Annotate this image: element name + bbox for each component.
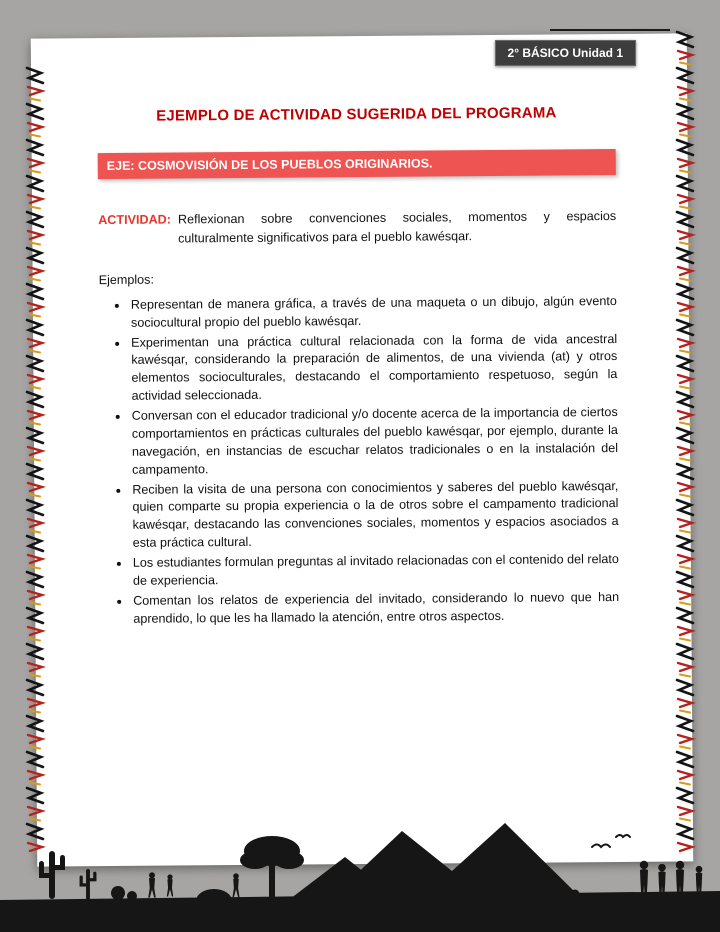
left-zigzag-border (24, 66, 46, 852)
examples-label: Ejemplos: (98, 272, 155, 287)
cactus-silhouette (80, 869, 97, 900)
axis-banner: EJE: COSMOVISIÓN DE LOS PUEBLOS ORIGINARIOS. (98, 149, 616, 179)
list-item: • Representan de manera gráfica, a través de una maqueta o un dibujo, algún evento sociocultural propio del pueblo kawésqar. (129, 293, 617, 333)
right-zigzag-border (674, 30, 696, 854)
scan-edge-line (550, 29, 670, 31)
list-item: • Los estudiantes formulan preguntas al invitado relacionadas con el contenido del relato de experiencia. (131, 551, 619, 591)
landscape-silhouette-illustration (0, 817, 720, 932)
page-title: EJEMPLO DE ACTIVIDAD SUGERIDA DEL PROGRAMA (156, 104, 557, 125)
list-item: • Experimentan una práctica cultural relacionada con la forma de vida ancestral kawésqar, considerando la preparación de alimentos, de una vivienda (at) y otros elementos socioculturales, destacando el comportamiento respetuoso, según la actividad seleccionada. (129, 331, 618, 406)
list-item: • Reciben la visita de una persona con conocimientos y saberes del pueblo kawésqar, quien comparte su propia experiencia o la de otros sobre el campamento tradicional kawésqar, destacando las convenciones sociales, momentos y espacios asociados a esta práctica cultural. (130, 478, 619, 553)
cactus-silhouette (39, 851, 65, 899)
tree-silhouette (240, 836, 304, 901)
activity-paragraph (98, 207, 616, 249)
document-page (31, 33, 693, 866)
activity-text: Reflexionan sobre convenciones sociales, momentos y espacios culturalmente significativos para el pueblo kawésqar. (177, 208, 617, 246)
page-content (97, 104, 619, 631)
list-item: • Conversan con el educador tradicional y/o docente acerca de la importancia de ciertos comportamientos en prácticas culturales del pueblo kawésqar, por ejemplo, durante la navegación, en instancias de escuchar relatos tradicionales o en la instalación del campamento. (130, 404, 619, 479)
list-item: • Comentan los relatos de experiencia del invitado, considerando lo nuevo que han aprendido, lo que les ha llamado la atención, entre otros aspectos. (131, 589, 619, 629)
examples-list (99, 293, 620, 629)
activity-label: ACTIVIDAD: (98, 212, 172, 228)
unit-badge: 2° BÁSICO Unidad 1 (495, 40, 636, 66)
birds-silhouette (592, 835, 630, 847)
